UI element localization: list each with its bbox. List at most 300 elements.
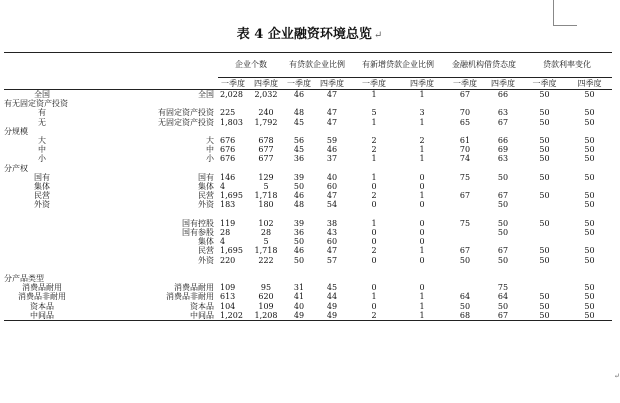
header-q4: 四季度 [248, 78, 284, 90]
header-q4: 四季度 [484, 78, 522, 90]
table-cell: 50 [459, 255, 471, 265]
table-cell: 50 [522, 311, 567, 321]
table-cell: 46 [293, 90, 305, 99]
table-cell: 676 [220, 145, 236, 155]
table-cell: 43 [326, 228, 338, 238]
table-cell: 0 [371, 283, 377, 293]
table-cell [522, 164, 567, 173]
table-cell: 1 [371, 292, 377, 302]
table-cell: 49 [284, 311, 314, 321]
table-cell: 0 [419, 172, 425, 182]
table-cell [522, 182, 567, 191]
table-cell [567, 274, 612, 283]
table-cell [218, 99, 248, 108]
table-cell: 1,695 [220, 191, 243, 201]
table-cell: 48 [293, 200, 305, 210]
table-cell: 620 [258, 292, 274, 302]
table-cell: 40 [326, 172, 338, 182]
table-row [4, 311, 612, 321]
table-cell: 50 [584, 301, 595, 311]
row-label-secondary: 国有参股 [182, 228, 214, 238]
table-cell: 57 [326, 255, 338, 265]
table-cell: 0 [419, 255, 425, 265]
table-cell: 2 [350, 311, 398, 321]
row-label-primary [4, 237, 80, 246]
row-label-secondary: 消费品耐用 [174, 283, 214, 293]
table-cell [248, 274, 284, 283]
table-cell [522, 283, 567, 292]
table-cell: 50 [539, 154, 550, 164]
table-row [4, 173, 612, 182]
row-label-primary [4, 265, 80, 274]
row-label-secondary [80, 210, 218, 219]
table-row [4, 154, 612, 163]
table-cell: 95 [260, 283, 272, 293]
table-cell: 50 [293, 255, 305, 265]
header-q1: 一季度 [522, 78, 567, 90]
table-cell: 50 [539, 136, 550, 146]
row-label-secondary: 外资 [198, 255, 214, 265]
table-cell: 1 [371, 90, 377, 99]
table-cell: 2,028 [220, 90, 243, 99]
table-cell [567, 164, 612, 173]
table-cell [567, 182, 612, 191]
table-cell: 50 [584, 292, 595, 302]
table-cell: 146 [220, 172, 236, 182]
row-label-secondary [80, 265, 218, 274]
table-cell: 2 [371, 246, 377, 256]
table-cell: 39 [293, 172, 305, 182]
paragraph-mark-icon: ↵ [373, 30, 383, 41]
table-cell [284, 164, 314, 173]
table-cell [218, 127, 248, 136]
table-cell: 0 [371, 255, 377, 265]
row-label-primary: 中 [38, 145, 46, 155]
table-cell: 67 [497, 246, 509, 256]
header-q1: 一季度 [350, 78, 398, 90]
row-label-primary: 大 [38, 136, 46, 146]
table-cell: 50 [584, 283, 595, 293]
table-cell [218, 210, 248, 219]
table-cell [218, 274, 248, 283]
header-q4: 四季度 [567, 78, 612, 90]
table-body [4, 90, 612, 321]
table-cell [314, 265, 350, 274]
row-label-primary: 有无固定资产投资 [4, 99, 68, 109]
table-cell: 56 [293, 136, 305, 146]
header-group: 有贷款企业比例 [284, 53, 350, 78]
table-cell: 67 [459, 191, 471, 201]
table-cell: 50 [567, 311, 612, 321]
row-label-secondary: 消费品非耐用 [166, 292, 214, 302]
header-group: 有新增贷款企业比例 [350, 53, 446, 78]
table-cell [350, 274, 398, 283]
table-cell: 129 [258, 172, 274, 182]
row-label-secondary: 小 [206, 154, 214, 164]
row-label-primary: 资本品 [30, 301, 54, 311]
table-cell [446, 182, 484, 191]
table-cell [522, 265, 567, 274]
table-cell [248, 164, 284, 173]
table-row [4, 108, 612, 117]
row-label-primary [4, 219, 80, 228]
table-cell: 60 [326, 182, 338, 192]
table-cell [446, 164, 484, 173]
table-cell [350, 99, 398, 108]
row-label-primary: 国有 [34, 172, 50, 182]
table-cell: 70 [459, 145, 471, 155]
table-cell: 104 [220, 301, 236, 311]
table-cell: 0 [419, 218, 425, 228]
table-cell: 69 [497, 145, 509, 155]
table-cell: 50 [539, 292, 550, 302]
table-cell: 613 [220, 292, 236, 302]
table-cell: 50 [497, 228, 509, 238]
header-group: 贷款利率变化 [522, 53, 612, 78]
table-cell: 183 [220, 200, 236, 210]
table-cell: 50 [584, 255, 595, 265]
table-cell: 31 [293, 283, 305, 293]
table-cell: 1 [419, 292, 425, 302]
table-cell [446, 210, 484, 219]
table-cell [446, 200, 484, 209]
table-cell: 67 [459, 246, 471, 256]
table-cell: 1,718 [254, 191, 278, 201]
table-row [4, 292, 612, 301]
table-cell [446, 127, 484, 136]
table-cell: 50 [539, 172, 550, 182]
table-cell: 50 [459, 301, 471, 311]
table-cell: 47 [326, 246, 338, 256]
table-cell: 677 [258, 145, 274, 155]
table-cell: 50 [584, 108, 595, 118]
table-cell: 50 [584, 145, 595, 155]
table-cell: 64 [459, 292, 471, 302]
table-cell: 70 [459, 108, 471, 118]
table-cell: 54 [326, 200, 338, 210]
table-row [4, 228, 612, 237]
table-cell: 2 [419, 136, 425, 146]
table-cell: 45 [293, 117, 305, 127]
table-cell [484, 274, 522, 283]
table-cell [484, 182, 522, 191]
table-cell [446, 237, 484, 246]
table-cell [314, 99, 350, 108]
financing-table-wrapper [4, 52, 612, 321]
table-cell [446, 228, 484, 237]
table-cell: 65 [459, 117, 471, 127]
table-row [4, 265, 612, 274]
table-cell: 119 [220, 218, 236, 228]
table-cell: 75 [459, 218, 471, 228]
row-label-secondary: 全国 [198, 90, 214, 99]
table-cell: 1 [371, 218, 377, 228]
table-cell: 50 [539, 218, 550, 228]
table-cell: 37 [326, 154, 338, 164]
table-cell: 240 [258, 108, 274, 118]
row-label-secondary: 中间品 [80, 311, 218, 321]
row-label-secondary: 集体 [198, 182, 214, 192]
table-cell: 109 [220, 283, 236, 293]
table-cell [398, 265, 446, 274]
table-cell: 4 [220, 237, 226, 247]
table-cell: 28 [220, 228, 231, 238]
row-label-primary: 全国 [34, 90, 50, 99]
table-cell: 676 [220, 136, 236, 146]
header-q1: 一季度 [218, 78, 248, 90]
table-cell: 50 [497, 218, 509, 228]
table-cell: 46 [293, 246, 305, 256]
table-cell: 46 [326, 145, 338, 155]
table-cell: 47 [326, 191, 338, 201]
row-label-primary: 分规模 [4, 126, 28, 136]
table-cell [314, 127, 350, 136]
row-label-secondary: 大 [206, 136, 214, 146]
row-label-primary: 消费品耐用 [22, 283, 62, 293]
table-cell: 1,792 [254, 117, 278, 127]
table-cell [284, 127, 314, 136]
table-cell: 678 [258, 136, 274, 146]
table-row [4, 164, 612, 173]
table-cell: 1 [419, 117, 425, 127]
table-cell [484, 164, 522, 173]
table-cell: 222 [258, 255, 274, 265]
table-cell: 50 [497, 172, 509, 182]
table-cell: 50 [293, 237, 305, 247]
row-label-secondary: 集体 [198, 237, 214, 247]
table-cell [218, 265, 248, 274]
table-row [4, 302, 612, 311]
table-cell: 1 [419, 301, 425, 311]
table-cell: 67 [459, 90, 471, 99]
table-cell: 0 [371, 200, 377, 210]
table-cell: 50 [539, 246, 550, 256]
table-cell [284, 265, 314, 274]
table-cell: 109 [258, 301, 274, 311]
table-cell [522, 237, 567, 246]
table-row [4, 182, 612, 191]
table-cell: 0 [371, 228, 377, 238]
table-cell: 44 [326, 292, 338, 302]
table-cell [484, 210, 522, 219]
table-cell: 50 [497, 301, 509, 311]
table-cell: 47 [326, 90, 338, 99]
table-cell: 61 [459, 136, 471, 146]
table-cell [446, 265, 484, 274]
table-cell: 1 [419, 145, 425, 155]
row-label-secondary: 民营 [198, 246, 214, 256]
row-label-primary: 有 [38, 108, 46, 118]
table-cell: 50 [584, 228, 595, 238]
table-cell [567, 127, 612, 136]
table-row [4, 90, 612, 100]
table-cell: 60 [326, 237, 338, 247]
table-cell: 50 [584, 246, 595, 256]
table-cell: 39 [293, 218, 305, 228]
row-label-primary [4, 246, 80, 255]
table-row [4, 127, 612, 136]
table-cell [446, 99, 484, 108]
row-label-secondary: 无固定资产投资 [158, 117, 214, 127]
table-cell: 0 [419, 237, 425, 247]
table-cell: 66 [497, 136, 509, 146]
table-cell: 2,032 [254, 90, 278, 99]
table-cell: 28 [260, 228, 272, 238]
table-cell: 40 [293, 301, 305, 311]
header-q4: 四季度 [314, 78, 350, 90]
table-cell [522, 99, 567, 108]
table-row [4, 246, 612, 255]
table-cell [284, 210, 314, 219]
table-cell: 50 [584, 172, 595, 182]
row-label-secondary [80, 127, 218, 136]
table-cell: 50 [539, 117, 550, 127]
table-cell: 74 [459, 154, 471, 164]
end-paragraph-mark-icon: ↵ [614, 372, 620, 380]
table-row [4, 200, 612, 209]
table-cell: 36 [293, 154, 305, 164]
table-cell: 41 [293, 292, 305, 302]
table-cell: 50 [584, 218, 595, 228]
row-label-secondary: 有固定资产投资 [158, 108, 214, 118]
table-title [0, 26, 619, 44]
table-cell [567, 99, 612, 108]
row-label-secondary: 国有控股 [182, 218, 214, 228]
table-cell [446, 274, 484, 283]
row-label-secondary: 民营 [198, 191, 214, 201]
table-cell: 50 [539, 191, 550, 201]
header-group: 企业个数 [218, 53, 284, 78]
table-cell [398, 274, 446, 283]
table-cell: 49 [314, 311, 350, 321]
crop-mark-vertical [553, 0, 554, 26]
table-cell: 50 [539, 90, 550, 99]
table-cell: 1,718 [254, 246, 278, 256]
table-cell: 45 [326, 283, 338, 293]
header-group: 金融机构借贷态度 [446, 53, 522, 78]
table-cell: 45 [293, 145, 305, 155]
table-cell: 1,803 [220, 117, 243, 127]
table-cell: 2 [371, 145, 377, 155]
table-cell [218, 164, 248, 173]
table-cell: 1 [398, 311, 446, 321]
table-cell [248, 210, 284, 219]
table-row [4, 136, 612, 145]
table-cell [567, 265, 612, 274]
table-cell: 75 [497, 283, 509, 293]
row-label-primary: 无 [38, 117, 46, 127]
table-cell: 1 [371, 172, 377, 182]
table-cell: 0 [419, 182, 425, 192]
table-row [4, 145, 612, 154]
table-cell: 3 [419, 108, 425, 118]
table-cell: 1 [419, 246, 425, 256]
table-cell: 63 [497, 108, 509, 118]
table-cell [398, 164, 446, 173]
table-cell: 2 [371, 136, 377, 146]
table-cell: 64 [497, 292, 509, 302]
table-cell [248, 127, 284, 136]
row-label-primary [4, 228, 80, 237]
table-cell [484, 127, 522, 136]
table-cell: 1 [419, 191, 425, 201]
table-cell: 1 [371, 117, 377, 127]
table-cell: 36 [293, 228, 305, 238]
table-cell: 2 [371, 191, 377, 201]
header-q1: 一季度 [446, 78, 484, 90]
table-cell: 50 [497, 200, 509, 210]
table-cell [484, 265, 522, 274]
row-label-primary [4, 256, 80, 265]
table-cell: 1,202 [218, 311, 248, 321]
table-row [4, 274, 612, 283]
table-cell: 677 [258, 154, 274, 164]
row-label-secondary: 资本品 [190, 301, 214, 311]
table-cell: 0 [371, 301, 377, 311]
table-cell: 0 [371, 237, 377, 247]
table-cell: 50 [539, 108, 550, 118]
table-cell: 75 [459, 172, 471, 182]
table-cell [350, 127, 398, 136]
table-cell: 59 [326, 136, 338, 146]
table-cell: 47 [326, 108, 338, 118]
table-row [4, 283, 612, 292]
table-row [4, 256, 612, 265]
table-cell: 225 [220, 108, 236, 118]
header-row-quarters [4, 78, 612, 90]
row-label-secondary: 国有 [198, 172, 214, 182]
table-cell: 50 [539, 255, 550, 265]
row-label-primary: 分产品类型 [4, 274, 44, 284]
table-cell: 5 [263, 182, 269, 192]
table-cell: 1 [419, 90, 425, 99]
row-label-primary: 消费品非耐用 [18, 292, 66, 302]
row-label-primary: 集体 [34, 182, 50, 192]
table-cell: 38 [326, 218, 338, 228]
table-row [4, 118, 612, 127]
table-cell: 220 [220, 255, 236, 265]
table-cell: 1 [419, 154, 425, 164]
header-q1: 一季度 [284, 78, 314, 90]
financing-table [4, 52, 612, 321]
row-label-primary: 民营 [34, 191, 50, 201]
table-cell: 68 [446, 311, 484, 321]
table-cell [284, 274, 314, 283]
table-cell [248, 265, 284, 274]
table-cell: 50 [539, 301, 550, 311]
table-cell: 0 [419, 283, 425, 293]
header-q4: 四季度 [398, 78, 446, 90]
table-row [4, 237, 612, 246]
table-cell: 50 [584, 90, 595, 99]
table-cell: 50 [497, 255, 509, 265]
table-cell [314, 210, 350, 219]
table-cell: 47 [326, 117, 338, 127]
table-cell: 50 [539, 145, 550, 155]
table-cell: 5 [371, 108, 377, 118]
table-row [4, 210, 612, 219]
table-cell: 66 [497, 90, 509, 99]
row-label-secondary: 中 [206, 145, 214, 155]
table-cell: 50 [584, 136, 595, 146]
row-label-primary: 外资 [34, 200, 50, 210]
table-cell: 46 [293, 191, 305, 201]
table-cell [350, 265, 398, 274]
table-cell: 67 [497, 117, 509, 127]
table-cell: 49 [326, 301, 338, 311]
row-label-secondary [80, 274, 218, 283]
table-cell: 1 [371, 154, 377, 164]
